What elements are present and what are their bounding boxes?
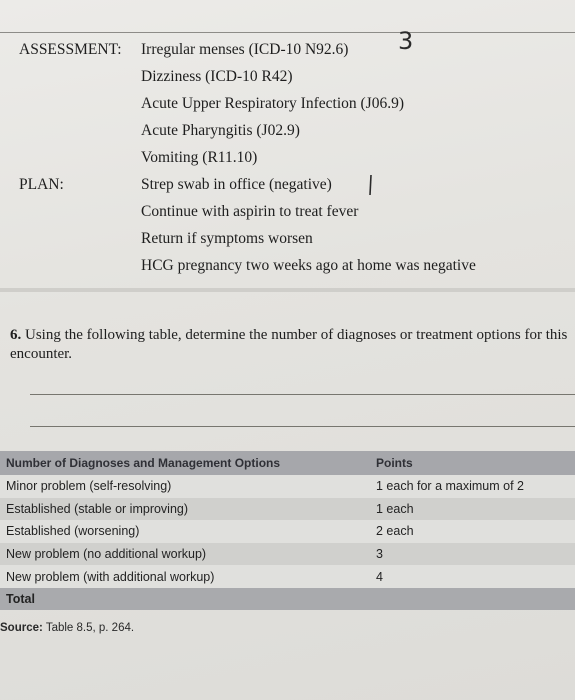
table-header-row [0, 451, 575, 475]
row-label: New problem (with additional workup) [0, 565, 346, 588]
total-points [346, 588, 575, 610]
plan-item-2: Continue with aspirin to treat fever [141, 203, 359, 220]
assessment-item-4: Acute Pharyngitis (J02.9) [141, 122, 300, 139]
answer-line-1 [30, 394, 575, 395]
plan-item-1: Strep swab in office (negative) [141, 176, 332, 193]
question-number: 6. [10, 327, 22, 343]
table-row [0, 520, 575, 543]
row-label: Minor problem (self-resolving) [0, 475, 346, 498]
top-divider [0, 32, 575, 33]
handwritten-mark [367, 173, 375, 197]
assessment-item-5: Vomiting (R11.10) [141, 149, 258, 166]
row-points: 1 each for a maximum of 2 [346, 475, 575, 498]
assessment-label: ASSESSMENT: [19, 41, 122, 58]
header-diagnoses: Number of Diagnoses and Management Options [0, 451, 346, 475]
handwritten-count: 3 [398, 27, 414, 55]
header-points: Points [346, 451, 575, 475]
source-label: Source: [0, 622, 43, 634]
row-points: 4 [346, 565, 575, 588]
question-6 [10, 326, 570, 364]
plan-label: PLAN: [19, 176, 64, 193]
row-label: Established (stable or improving) [0, 498, 346, 521]
table-row [0, 543, 575, 566]
row-label: New problem (no additional workup) [0, 543, 346, 566]
answer-line-2 [30, 426, 575, 427]
total-label: Total [0, 588, 346, 610]
section-band [0, 288, 575, 292]
source-text: Table 8.5, p. 264. [45, 622, 135, 634]
table-total-row [0, 588, 575, 610]
assessment-item-3: Acute Upper Respiratory Infection (J06.9) [141, 95, 404, 112]
table-row [0, 498, 575, 521]
row-points: 2 each [346, 520, 575, 543]
row-label: Established (worsening) [0, 520, 346, 543]
question-text: Using the following table, determine the number of diagnoses or treatment options for this encounter. [10, 327, 568, 362]
diagnoses-points-table [0, 451, 575, 610]
row-points: 1 each [346, 498, 575, 521]
assessment-item-2: Dizziness (ICD-10 R42) [141, 68, 293, 85]
table-row [0, 565, 575, 588]
plan-item-4: HCG pregnancy two weeks ago at home was negative [141, 257, 476, 274]
table-source [0, 622, 134, 634]
assessment-item-1: Irregular menses (ICD-10 N92.6) [141, 41, 349, 58]
plan-item-3: Return if symptoms worsen [141, 230, 313, 247]
table-row [0, 475, 575, 498]
row-points: 3 [346, 543, 575, 566]
